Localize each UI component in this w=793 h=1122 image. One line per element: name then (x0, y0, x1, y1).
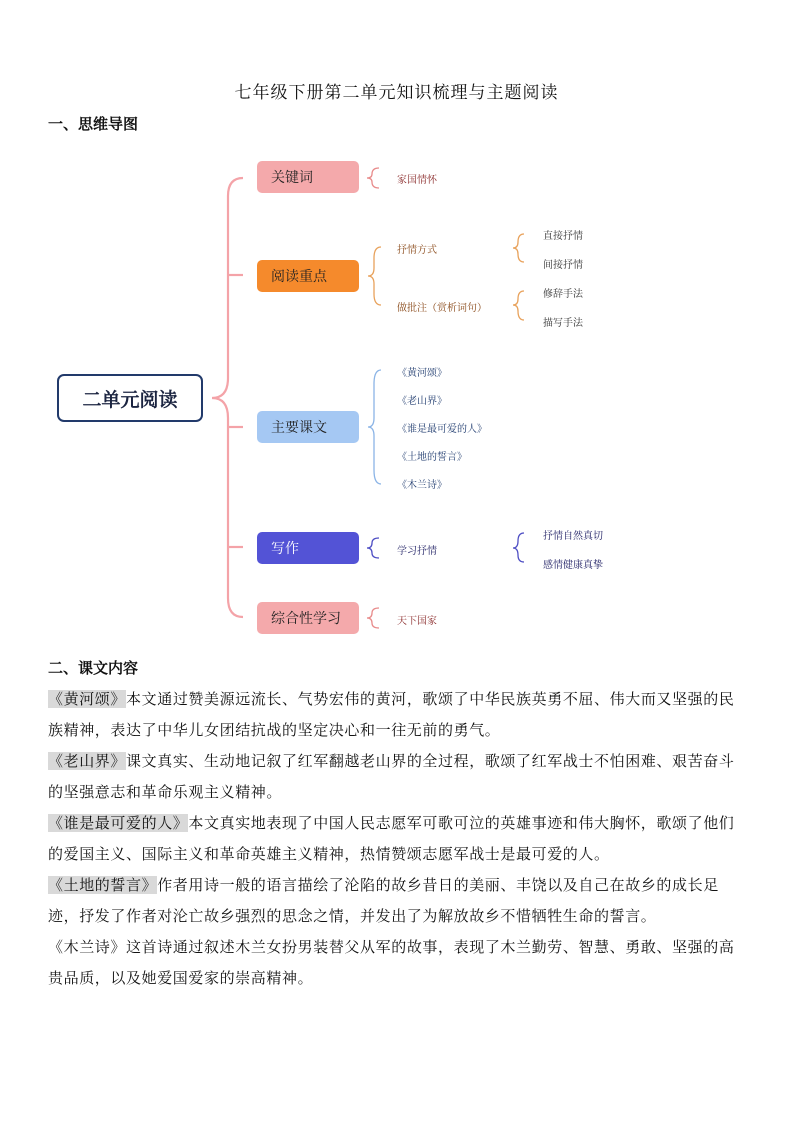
paragraph-text: 本文真实地表现了中国人民志愿军可歌可泣的英雄事迹和伟大胸怀，歌颂了他们的爱国主义、国际主义和革命英雄主义精神，热情赞颂志愿军战士是最可爱的人。 (48, 814, 735, 863)
leaf-comprehensive-item: 天下国家 (397, 616, 437, 627)
leaf-rhetoric: 修辞手法 (543, 289, 583, 300)
leaf-description: 描写手法 (543, 318, 583, 329)
paragraph-title: 《土地的誓言》 (48, 876, 158, 894)
leaf-text-item: 《老山界》 (397, 396, 447, 407)
leaf-keyword-item: 家国情怀 (397, 175, 437, 186)
leaf-text-item: 《土地的誓言》 (397, 452, 467, 463)
paragraph-title: 《黄河颂》 (48, 690, 127, 708)
leaf-writing-natural: 抒情自然真切 (543, 531, 603, 542)
node-texts: 主要课文 (257, 411, 359, 443)
leaf-annotate: 做批注（赏析词句） (397, 303, 487, 314)
leaf-direct-lyric: 直接抒情 (543, 231, 583, 242)
mind-map-root: 二单元阅读 (57, 374, 203, 422)
paragraph-title: 《老山界》 (48, 752, 127, 770)
paragraph-text: 本文通过赞美源远流长、气势宏伟的黄河，歌颂了中华民族英勇不屈、伟大而又坚强的民族精神，表达了中华儿女团结抗战的坚定决心和一往无前的勇气。 (48, 690, 735, 739)
leaf-lyric-method: 抒情方式 (397, 245, 437, 256)
paragraph-text: 这首诗通过叙述木兰女扮男装替父从军的故事，表现了木兰勤劳、智慧、勇敢、坚强的高贵品质，以及她爱国爱家的崇高精神。 (48, 938, 735, 987)
main-bracket (212, 178, 243, 617)
paragraph-title: 《谁是最可爱的人》 (48, 814, 189, 832)
leaf-writing-healthy: 感情健康真挚 (543, 560, 603, 571)
leaf-text-item: 《黄河颂》 (397, 368, 447, 379)
paragraph-laoshanjie (48, 746, 748, 808)
node-comprehensive: 综合性学习 (257, 602, 359, 634)
paragraph-text: 作者用诗一般的语言描绘了沦陷的故乡昔日的美丽、丰饶以及自己在故乡的成长足迹，抒发了作者对沦亡故乡强烈的思念之情，并发出了为解放故乡不惜牺牲生命的誓言。 (48, 876, 719, 925)
paragraph-keai (48, 808, 748, 870)
paragraph-huanghe (48, 684, 748, 746)
section-heading-mindmap: 一、思维导图 (48, 115, 139, 133)
paragraph-title: 《木兰诗》 (48, 938, 127, 956)
paragraph-tudi (48, 870, 748, 932)
leaf-indirect-lyric: 间接抒情 (543, 260, 583, 271)
leaf-text-item: 《谁是最可爱的人》 (397, 424, 487, 435)
paragraph-text: 课文真实、生动地记叙了红军翻越老山界的全过程，歌颂了红军战士不怕困难、艰苦奋斗的坚强意志和革命乐观主义精神。 (48, 752, 735, 801)
page-title: 七年级下册第二单元知识梳理与主题阅读 (234, 83, 559, 103)
section-heading-texts: 二、课文内容 (48, 659, 139, 677)
node-writing: 写作 (257, 532, 359, 564)
leaf-text-item: 《木兰诗》 (397, 480, 447, 491)
paragraph-mulan (48, 932, 748, 994)
node-keyword: 关键词 (257, 161, 359, 193)
node-reading: 阅读重点 (257, 260, 359, 292)
leaf-writing-item: 学习抒情 (397, 546, 437, 557)
